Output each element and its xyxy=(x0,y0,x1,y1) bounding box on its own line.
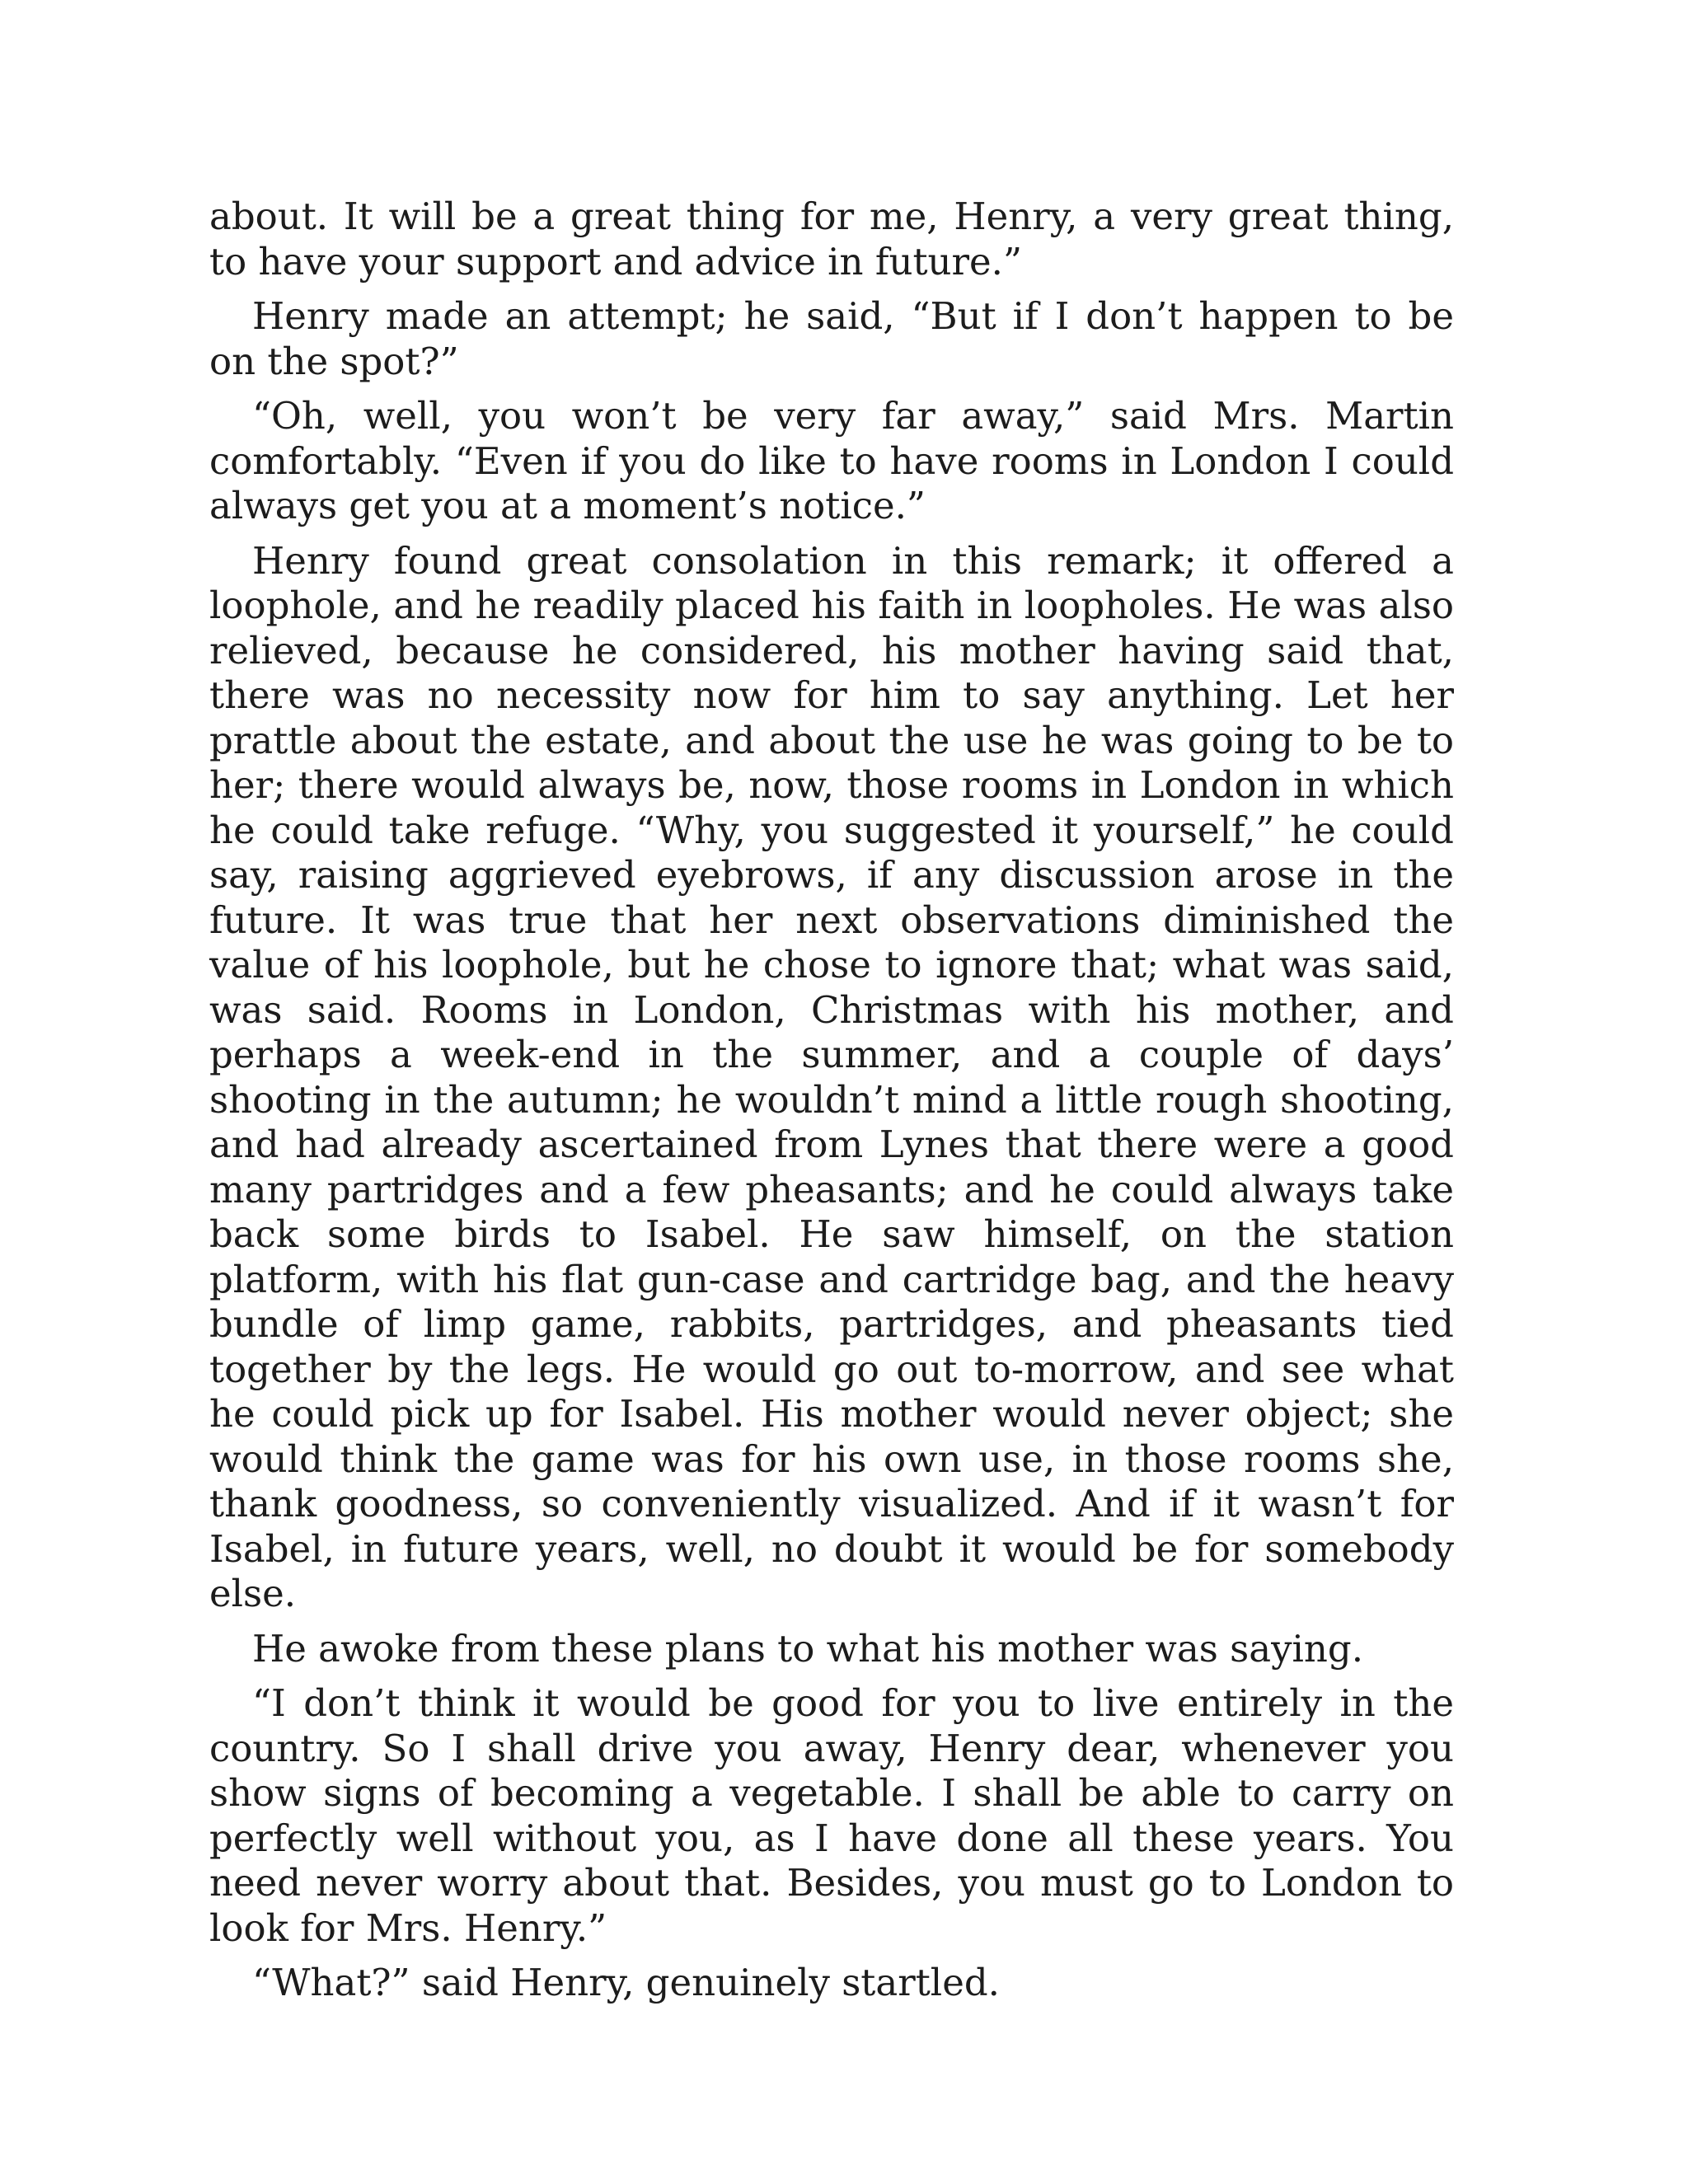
paragraph: Henry made an attempt; he said, “But if I don’t happen to be on the spot?” xyxy=(209,294,1454,383)
paragraph: “What?” said Henry, genuinely startled. xyxy=(252,1961,1000,2004)
paragraph: “Oh, well, you won’t be very far away,” said Mrs. Martin comfortably. “Even if you do like to have rooms in London I could always get you at a moment’s notice.” xyxy=(209,394,1454,527)
paragraph: He awoke from these plans to what his mother was saying. xyxy=(252,1626,1364,1671)
book-page xyxy=(209,194,1454,2016)
paragraph: Henry found great consolation in this remark; it offered a loophole, and he readily placed his faith in loopholes. He was also relieved, because he considered, his mother having said that, there was no necessity now for him to say anything. Let her prattle about the estate, and about the use he was going to be to her; there would always be, now, those rooms in London in which he could take refuge. “Why, you suggested it yourself,” he could say, raising aggrieved eyebrows, if any discussion arose in the future. It was true that her next observations diminished the value of his loophole, but he chose to ignore that; what was said, was said. Rooms in London, Christmas with his mother, and perhaps a week-end in the summer, and a couple of days’ shooting in the autumn; he wouldn’t mind a little rough shooting, and had already ascertained from Lynes that there were a good many partridges and a few pheasants; and he could always take back some birds to Isabel. He saw himself, on the station platform, with his flat gun-case and cartridge bag, and the heavy bundle of limp game, rabbits, partridges, and pheasants tied together by the legs. He would go out to-morrow, and see what he could pick up for Isabel. His mother would never object; she would think the game was for his own use, in those rooms she, thank goodness, so conveniently visualized. And if it wasn’t for Isabel, in future years, well, no doubt it would be for somebody else. xyxy=(209,538,1454,1615)
paragraph-continuation: about. It will be a great thing for me, Henry, a very great thing, to have your support and advice in future.” xyxy=(209,194,1454,284)
paragraph: “I don’t think it would be good for you to live entirely in the country. So I shall drive you away, Henry dear, whenever you show signs of becoming a vegetable. I shall be able to carry on perfectly well without you, as I have done all these years. You need never worry about that. Besides, you must go to London to look for Mrs. Henry.” xyxy=(209,1681,1454,1950)
